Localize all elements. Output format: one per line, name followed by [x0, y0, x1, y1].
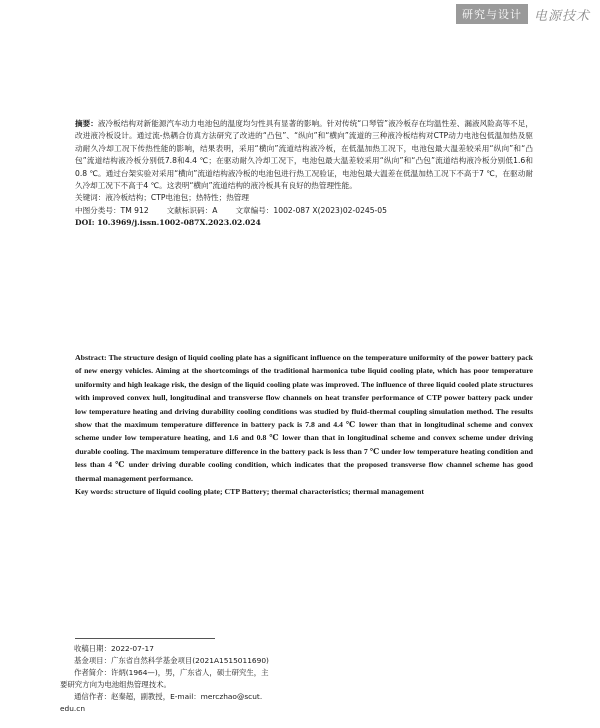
received-date: 收稿日期：2022-07-17 [74, 644, 154, 653]
classification-row [75, 205, 533, 217]
chinese-keywords: 关键词：液冷板结构；CTP电池包；热特性；热管理 [75, 193, 249, 203]
footnote [60, 643, 320, 715]
chinese-abstract-label: 摘要： [75, 119, 98, 128]
corresponding-author-line1: 通信作者：赵秦超，副教授，E-mail：merczhao@scut. [74, 692, 263, 701]
author-intro-line1: 作者简介：许炳(1964—)，男，广东省人，硕士研究生，主 [74, 668, 269, 677]
column-label: 研究与设计 [456, 4, 528, 24]
doi: DOI: 10.3969/j.issn.1002-087X.2023.02.024 [75, 218, 261, 228]
chinese-abstract-body [75, 118, 533, 192]
document-code: 文献标识码：A [166, 205, 218, 215]
clc-number: 中图分类号：TM 912 [75, 205, 149, 215]
chinese-abstract-text: 液冷板结构对新能源汽车动力电池包的温度均匀性具有显著的影响。针对传统“口琴管”液冷板存在均温性差、漏液风险高等不足，改进液冷板设计。通过流-热耦合仿真方法研究了改进的“凸包”、“纵向”和“横向”流道的三种液冷板结构对CTP动力电池包低温加热及驱动耐久冷却工况下传热性能的影响，结果表明，采用“横向”流道结构液冷板，在低温加热工况下，电池包最大温差较采用“纵向”和“凸包”流道结构液冷板分别低7.8和4.4 ℃；在驱动耐久冷却工况下，电池包最大温差较采用“纵向”和“凸包”流道结构液冷板分别低1.6和0.8 ℃。通过台架实验对采用“横向”流道结构液冷板的电池包进行热工况验证，电池包最大温差在低温加热工况下不高于7 ℃，在驱动耐久冷却工况下不高于4 ℃。这表明“横向”流道结构的液冷板具有良好的热管理性能。 [75, 119, 533, 191]
english-abstract-body [75, 351, 533, 485]
english-abstract-text: The structure design of liquid cooling plate has a significant influence on the temperature uniformity of the power battery pack of new energy vehicles. Aiming at the shortcomings of the traditional harmonica tube liquid cooling plate, which has poor temperature uniformity and high leakage risk, the design of the liquid cooling plate was improved. The influence of three liquid cooled plate structures with improved convex hull, longitudinal and transverse flow channels on heat transfer performance of CTP power battery pack under low temperature heating and driving durability cooling conditions was studied by fluid-thermal coupling simulation method. The results show that the maximum temperature difference in battery pack is 7.8 and 4.4 ℃ lower than that in longitudinal scheme and convex scheme under low temperature heating, and 1.6 and 0.8 ℃ lower than that in longitudinal scheme and convex scheme under driving durable cooling. The maximum temperature difference in the battery pack is less than 7 ℃ under low temperature heating condition and less than 4 ℃ under driving durable cooling condition, which indicates that the proposed transverse flow channel scheme has good thermal management performance. [75, 353, 533, 483]
english-abstract [75, 351, 533, 498]
english-keywords: Key words: structure of liquid cooling plate; CTP Battery; thermal characteristics; thermal management [75, 487, 424, 497]
english-abstract-label: Abstract: [75, 353, 107, 362]
journal-header [456, 4, 590, 24]
author-intro-line2: 要研究方向为电池组热管理技术。 [60, 680, 171, 689]
fund-project: 基金项目：广东省自然科学基金项目(2021A1515011690) [74, 656, 269, 665]
chinese-abstract [75, 118, 533, 230]
journal-name: 电源技术 [533, 8, 590, 24]
footnote-divider [75, 638, 215, 639]
corresponding-author-line2: edu.cn [60, 704, 86, 713]
article-number: 文章编号：1002-087 X(2023)02-0245-05 [235, 205, 387, 215]
